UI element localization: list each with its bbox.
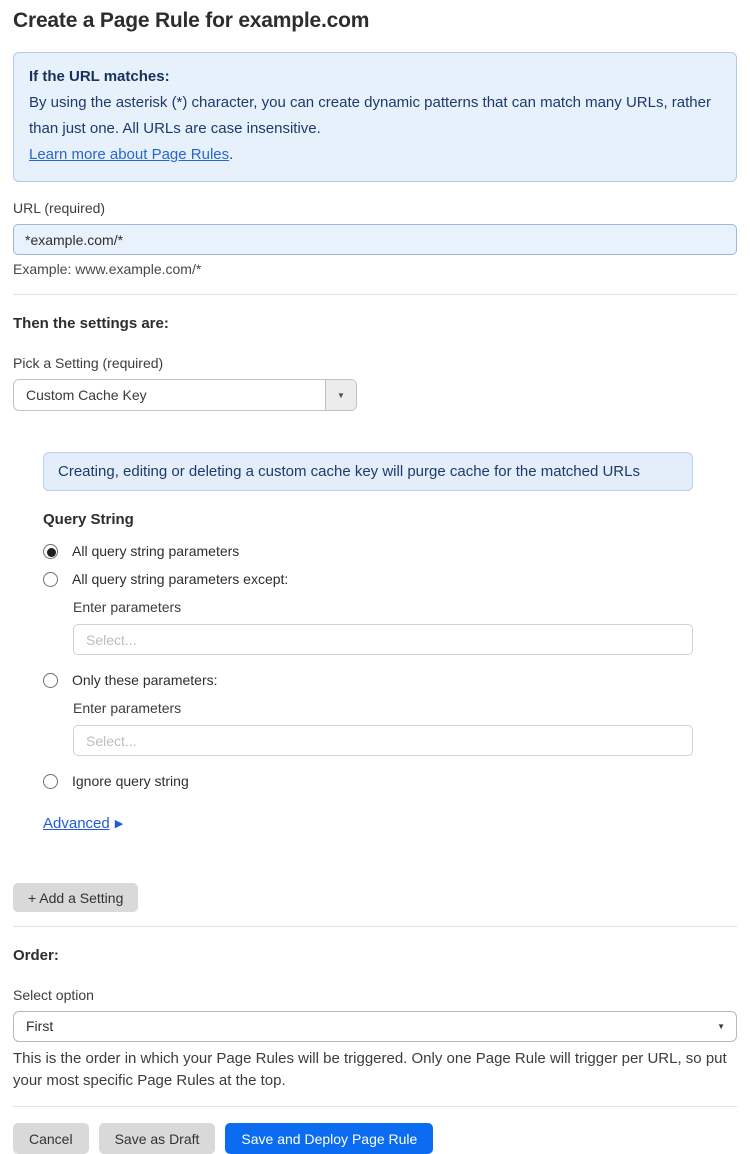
only-parameters-input[interactable] bbox=[73, 725, 693, 756]
info-box-body: By using the asterisk (*) character, you can create dynamic patterns that can match many URLs, rather than just one. All URLs are case insensitive. bbox=[29, 94, 711, 137]
footer-actions bbox=[13, 1123, 737, 1154]
order-select-label: Select option bbox=[13, 987, 94, 1003]
advanced-link-label: Advanced bbox=[43, 815, 110, 832]
query-string-section bbox=[43, 511, 737, 833]
chevron-right-icon: ▶ bbox=[114, 818, 124, 830]
divider-order-footer bbox=[13, 1106, 737, 1107]
except-params-block bbox=[73, 599, 737, 655]
url-label: URL (required) bbox=[13, 200, 106, 216]
pick-setting-group bbox=[13, 355, 737, 411]
setting-dropdown-button[interactable] bbox=[325, 380, 356, 410]
radio-label: All query string parameters except: bbox=[72, 571, 289, 587]
chevron-down-icon: ▼ bbox=[717, 1022, 725, 1031]
url-input[interactable] bbox=[13, 224, 737, 255]
enter-parameters-label: Enter parameters bbox=[73, 599, 182, 615]
radio-only-these-params[interactable] bbox=[43, 672, 737, 688]
setting-dropdown-value: Custom Cache Key bbox=[26, 387, 147, 403]
query-string-heading: Query String bbox=[43, 511, 134, 528]
order-select[interactable] bbox=[13, 1011, 737, 1042]
divider-url-settings bbox=[13, 294, 737, 295]
only-params-block bbox=[73, 700, 737, 756]
advanced-link[interactable] bbox=[43, 815, 123, 832]
except-parameters-input[interactable] bbox=[73, 624, 693, 655]
order-select-value: First bbox=[26, 1018, 54, 1034]
url-match-info-box bbox=[13, 52, 737, 182]
radio-unselected-icon[interactable] bbox=[43, 572, 58, 587]
radio-selected-icon[interactable] bbox=[43, 544, 58, 559]
link-period: . bbox=[229, 146, 234, 163]
divider-settings-order bbox=[13, 926, 737, 927]
settings-heading: Then the settings are: bbox=[13, 315, 169, 332]
info-box-heading: If the URL matches: bbox=[29, 68, 170, 85]
save-as-draft-button[interactable]: Save as Draft bbox=[99, 1123, 216, 1154]
radio-all-params-except[interactable] bbox=[43, 571, 737, 587]
order-helper-text: This is the order in which your Page Rules will be triggered. Only one Page Rule will trigger per URL, so put your most specific Page Rules at the top. bbox=[13, 1050, 727, 1089]
radio-label: Only these parameters: bbox=[72, 672, 218, 688]
radio-unselected-icon[interactable] bbox=[43, 673, 58, 688]
enter-parameters-label: Enter parameters bbox=[73, 700, 182, 716]
radio-unselected-icon[interactable] bbox=[43, 774, 58, 789]
save-and-deploy-button[interactable]: Save and Deploy Page Rule bbox=[225, 1123, 433, 1154]
url-field-group bbox=[13, 200, 737, 277]
cancel-button[interactable]: Cancel bbox=[13, 1123, 89, 1154]
url-example-helper: Example: www.example.com/* bbox=[13, 261, 202, 277]
info-box-link-line bbox=[29, 142, 721, 168]
radio-all-query-params[interactable] bbox=[43, 543, 737, 559]
order-select-group bbox=[13, 987, 737, 1092]
radio-label: All query string parameters bbox=[72, 543, 240, 559]
radio-label: Ignore query string bbox=[72, 773, 189, 789]
page-title: Create a Page Rule for example.com bbox=[13, 9, 370, 32]
learn-more-link[interactable]: Learn more about Page Rules bbox=[29, 146, 230, 163]
radio-ignore-query-string[interactable] bbox=[43, 773, 737, 789]
add-setting-button[interactable]: + Add a Setting bbox=[13, 883, 138, 912]
order-heading: Order: bbox=[13, 947, 59, 964]
chevron-down-icon: ▼ bbox=[337, 390, 345, 400]
pick-setting-label: Pick a Setting (required) bbox=[13, 355, 164, 371]
cache-purge-notice: Creating, editing or deleting a custom cache key will purge cache for the matched URLs bbox=[43, 452, 693, 491]
setting-dropdown[interactable] bbox=[13, 379, 357, 411]
